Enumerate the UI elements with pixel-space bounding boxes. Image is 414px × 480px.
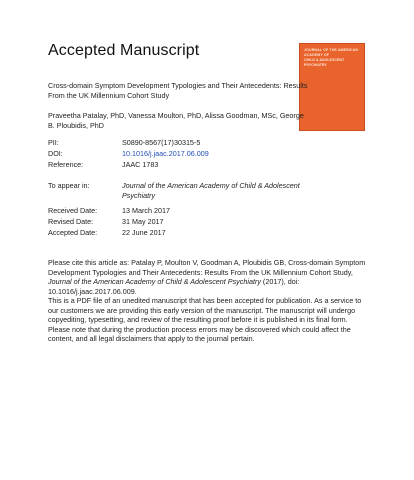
- citation-journal: Journal of the American Academy of Child & Adolescent Psychiatry: [48, 277, 261, 287]
- disclaimer-paragraph: This is a PDF file of an unedited manuscript that has been accepted for publication. As a service to our customers we are providing this early version of the manuscript. The manuscript will undergo copyediting, typesetting, and review of the resulting proof before it is published in its final form. Please note that during the production process errors may be discovered which could affect the content, and all legal disclaimers that apply to the journal pertain.: [48, 296, 362, 344]
- to-appear-label: To appear in:: [48, 181, 90, 190]
- citation-prefix: Please cite this article as: Patalay P, Moulton V, Goodman A, Ploubidis GB, Cross-domain Symptom Development Typologies and Their Antecedents: Results From the UK Millennium Cohort Study,: [48, 258, 366, 277]
- doi-label: DOI:: [48, 149, 63, 158]
- citation-paragraph: [48, 258, 370, 296]
- journal-cover-thumbnail: [299, 43, 365, 131]
- accepted-label: Accepted Date:: [48, 228, 98, 237]
- received-value: 13 March 2017: [122, 206, 170, 215]
- received-label: Received Date:: [48, 206, 98, 215]
- pii-value: S0890-8567(17)30315-5: [122, 138, 201, 147]
- article-title: Cross-domain Symptom Development Typologies and Their Antecedents: Results From the UK Millennium Cohort Study: [48, 81, 308, 100]
- accepted-value: 22 June 2017: [122, 228, 166, 237]
- cover-title-line-1: JOURNAL OF THE AMERICAN ACADEMY OF: [304, 48, 359, 57]
- reference-label: Reference:: [48, 160, 84, 169]
- pii-label: PII:: [48, 138, 59, 147]
- citation-suffix: (2017), doi: 10.1016/j.jaac.2017.06.009.: [48, 277, 300, 296]
- revised-value: 31 May 2017: [122, 217, 164, 226]
- journal-name: Journal of the American Academy of Child & Adolescent Psychiatry: [122, 181, 300, 200]
- revised-label: Revised Date:: [48, 217, 94, 226]
- cover-title-line-2: CHILD & ADOLESCENT PSYCHIATRY: [304, 58, 345, 67]
- article-authors: Praveetha Patalay, PhD, Vanessa Moulton, PhD, Alissa Goodman, MSc, George B. Ploubidis, PhD: [48, 111, 304, 130]
- doi-link[interactable]: 10.1016/j.jaac.2017.06.009: [122, 149, 209, 158]
- page-heading: Accepted Manuscript: [48, 42, 200, 59]
- reference-value: JAAC 1783: [122, 160, 159, 169]
